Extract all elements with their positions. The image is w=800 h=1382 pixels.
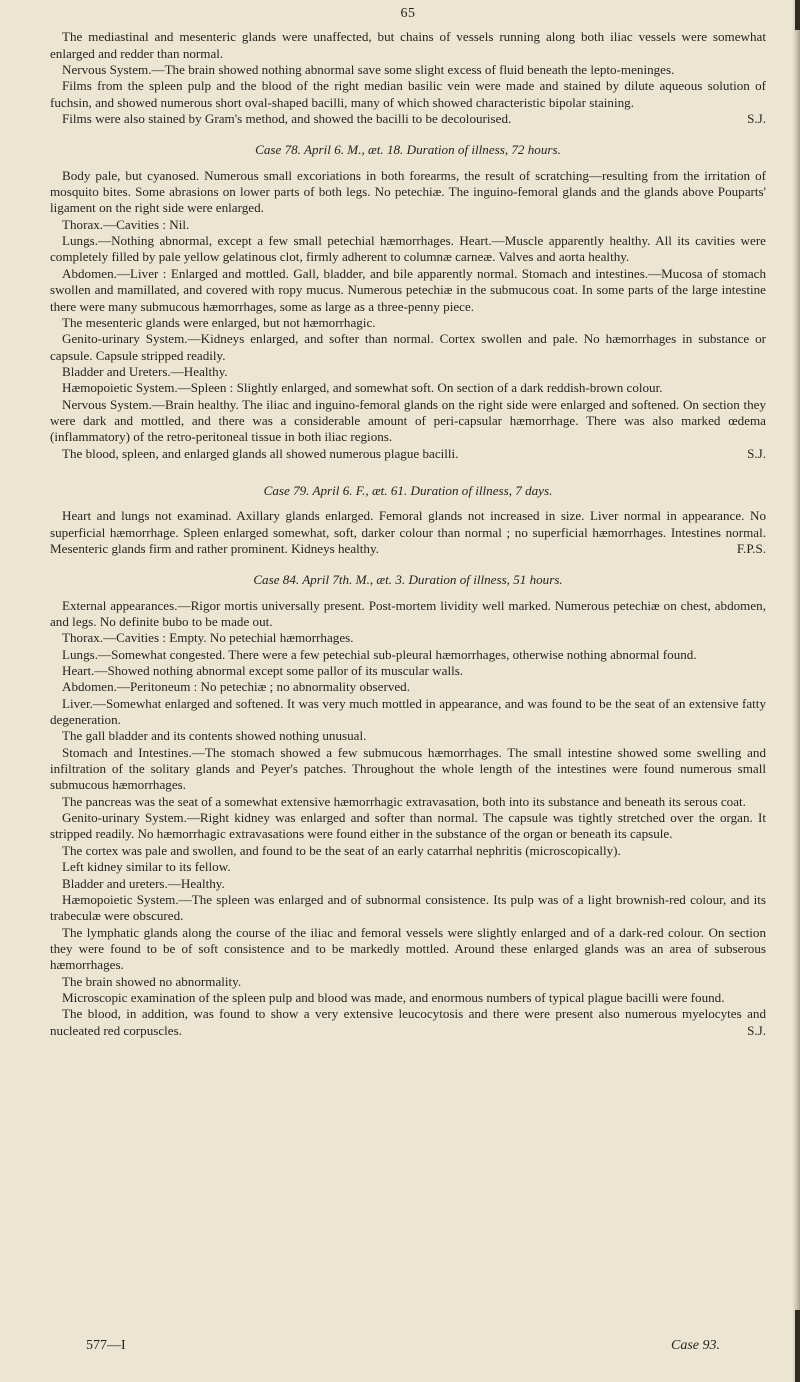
case-paragraph: The mesenteric glands were enlarged, but not hæmorrhagic. bbox=[62, 314, 376, 330]
page-edge-mark bbox=[795, 1310, 800, 1382]
case-paragraph: The cortex was pale and swollen, and found to be the seat of an early catarrhal nephritis (microscopically). bbox=[62, 842, 621, 858]
case-paragraph: Heart.—Showed nothing abnormal except some pallor of its muscular walls. bbox=[62, 663, 464, 679]
signature-mark: 577—I bbox=[86, 1338, 126, 1353]
case-paragraph: The pancreas was the seat of a somewhat extensive hæmorrhagic extravasation, both into its substance and beneath its serous coat. bbox=[62, 793, 746, 809]
intro-paragraph-text: Films were also stained by Gram's method, and showed the bacilli to be decolourised. bbox=[62, 111, 512, 127]
case-paragraph-text: Heart and lungs not examinad. Axillary glands enlarged. Femoral glands not increased in size. Liver normal in appearance. No superficial hæmorrhage. Spleen enlarged somewhat, soft, darker colour than normal ; no superficial hæmorrhages. Intestines normal. Mesenteric glands firm and rather prominent. Kidneys healthy. bbox=[50, 508, 766, 556]
case-paragraph bbox=[50, 508, 766, 557]
case-paragraph bbox=[50, 1006, 766, 1039]
case-paragraph: Lungs.—Somewhat congested. There were a few petechial sub-pleural hæmorrhages, otherwise nothing abnormal found. bbox=[62, 646, 697, 662]
case-paragraph: Hæmopoietic System.—Spleen : Slightly enlarged, and somewhat soft. On section of a dark reddish-brown colour. bbox=[62, 380, 663, 396]
intro-section bbox=[50, 29, 766, 127]
case-number: Case 84. bbox=[253, 572, 300, 588]
case-age: æt. 18. bbox=[368, 142, 404, 158]
case-paragraph: Microscopic examination of the spleen pulp and blood was made, and enormous numbers of typical plague bacilli were found. bbox=[62, 989, 725, 1005]
case-78-section bbox=[50, 168, 766, 462]
case-paragraph: Genito-urinary System.—Kidneys enlarged, and softer than normal. Cortex swollen and pale. No hæmorrhages in substance or capsule. Capsule stripped readily. bbox=[50, 331, 766, 363]
case-paragraph: Bladder and Ureters.—Healthy. bbox=[62, 363, 228, 379]
case-duration: Duration of illness, 72 hours. bbox=[406, 142, 561, 158]
signature: S.J. bbox=[747, 445, 766, 461]
catchword: Case 93. bbox=[671, 1338, 720, 1353]
case-sex: M., bbox=[347, 142, 365, 158]
case-paragraph: Liver.—Somewhat enlarged and softened. It was very much mottled in appearance, and was found to be the seat of an extensive fatty degeneration. bbox=[50, 695, 766, 728]
case-number: Case 78. bbox=[255, 142, 301, 158]
case-heading bbox=[50, 142, 766, 158]
case-duration: Duration of illness, 7 days. bbox=[410, 482, 553, 498]
intro-paragraph bbox=[50, 111, 766, 127]
case-79-section bbox=[50, 508, 766, 557]
case-paragraph: Stomach and Intestines.—The stomach showed a few submucous hæmorrhages. The small intestine showed some swelling and infiltration of the solitary glands and Peyer's patches. Throughout the whole length of the intestines were found numerous small submucous hæmorrhages. bbox=[50, 744, 766, 793]
page-edge-shadow bbox=[792, 0, 800, 1382]
page-edge-mark bbox=[795, 0, 800, 30]
case-paragraph bbox=[50, 446, 766, 462]
case-84-section bbox=[50, 598, 766, 1039]
signature: F.P.S. bbox=[736, 540, 766, 556]
case-paragraph: External appearances.—Rigor mortis universally present. Post-mortem lividity well marked. Numerous petechiæ on chest, abdomen, and legs. No definite bubo to be made out. bbox=[50, 597, 766, 629]
intro-paragraph: Nervous System.—The brain showed nothing abnormal save some slight excess of fluid beneath the lepto-meninges. bbox=[62, 62, 675, 78]
signature: S.J. bbox=[747, 111, 766, 127]
case-sex: M., bbox=[355, 572, 374, 588]
case-paragraph: Hæmopoietic System.—The spleen was enlarged and of subnormal consistence. Its pulp was of a light brownish-red colour, and its trabeculæ were obscured. bbox=[50, 891, 766, 924]
case-sex: F., bbox=[355, 482, 369, 498]
intro-paragraph: Films from the spleen pulp and the blood of the right median basilic vein were made and stained by dilute aqueous solution of fuchsin, and showed numerous short oval-shaped bacilli, many of which showed characteristic bipolar staining. bbox=[50, 78, 766, 110]
case-paragraph: The lymphatic glands along the course of the iliac and femoral vessels were slightly enlarged and of a dark-red colour. On section they were found to be of soft consistence and to be markedly mottled. Around these enlarged glands was an area of subserous hæmorrhages. bbox=[50, 924, 766, 973]
page-footer bbox=[86, 1338, 720, 1354]
case-paragraph: Abdomen.—Liver : Enlarged and mottled. Gall, bladder, and bile apparently normal. Stomach and intestines.—Mucosa of stomach swollen and mamillated, and covered with ropy mucus. Numerous petechiæ in the submucous coat. In some parts of the large intestine there were many submucous hæmorrhages, some as large as a three-penny piece. bbox=[50, 265, 766, 314]
case-date: April 6. bbox=[312, 482, 353, 498]
case-heading bbox=[50, 572, 766, 588]
case-number: Case 79. bbox=[263, 482, 310, 498]
case-date: April 6. bbox=[304, 142, 345, 158]
page-number: 65 bbox=[400, 6, 416, 21]
case-paragraph: Nervous System.—Brain healthy. The iliac and inguino-femoral glands on the right side were enlarged and softened. On section they were dark and mottled, and there was a considerable amount of peri-capsular hæmorrhage. There was also marked œdema (inflammatory) of the retro-peritoneal tissue in both iliac regions. bbox=[50, 396, 766, 445]
case-paragraph: The brain showed no abnormality. bbox=[62, 973, 242, 989]
case-paragraph: Thorax.—Cavities : Empty. No petechial hæmorrhages. bbox=[62, 630, 354, 646]
signature: S.J. bbox=[747, 1022, 766, 1038]
case-heading bbox=[50, 483, 766, 499]
case-age: æt. 61. bbox=[371, 482, 408, 498]
case-paragraph: Genito-urinary System.—Right kidney was enlarged and softer than normal. The capsule was tightly stretched over the organ. It stripped readily. No hæmorrhagic extravasations were found either in the substance of the organ or beneath its capsule. bbox=[50, 810, 766, 842]
case-paragraph: Thorax.—Cavities : Nil. bbox=[62, 216, 190, 232]
case-paragraph-text: The blood, spleen, and enlarged glands all showed numerous plague bacilli. bbox=[62, 445, 459, 461]
case-age: æt. 3. bbox=[376, 572, 406, 588]
case-paragraph: Body pale, but cyanosed. Numerous small excoriations in both forearms, the result of scratching—resulting from the irritation of mosquito bites. Some abrasions on lower parts of both legs. No petechiæ. The inguino-femoral glands and the glands above Pouparts' ligament on the right side were enlarged. bbox=[50, 167, 766, 216]
case-paragraph-text: The blood, in addition, was found to show a very extensive leucocytosis and there were present also numerous myelocytes and nucleated red corpuscles. bbox=[50, 1006, 766, 1038]
case-paragraph: Lungs.—Nothing abnormal, except a few small petechial hæmorrhages. Heart.—Muscle apparently healthy. All its cavities were completely filled by pale yellow gelatinous clot, firmly adherent to columnæ carneæ. Valves and aorta healthy. bbox=[50, 233, 766, 265]
case-paragraph: The gall bladder and its contents showed nothing unusual. bbox=[62, 728, 367, 744]
case-paragraph: Left kidney similar to its fellow. bbox=[62, 859, 231, 875]
intro-paragraph: The mediastinal and mesenteric glands were unaffected, but chains of vessels running along both iliac vessels were somewhat enlarged and redder than normal. bbox=[50, 29, 766, 61]
case-paragraph: Abdomen.—Peritoneum : No petechiæ ; no abnormality observed. bbox=[62, 679, 411, 695]
case-date: April 7th. bbox=[302, 572, 353, 588]
case-paragraph: Bladder and ureters.—Healthy. bbox=[62, 875, 225, 891]
case-duration: Duration of illness, 51 hours. bbox=[408, 572, 563, 588]
